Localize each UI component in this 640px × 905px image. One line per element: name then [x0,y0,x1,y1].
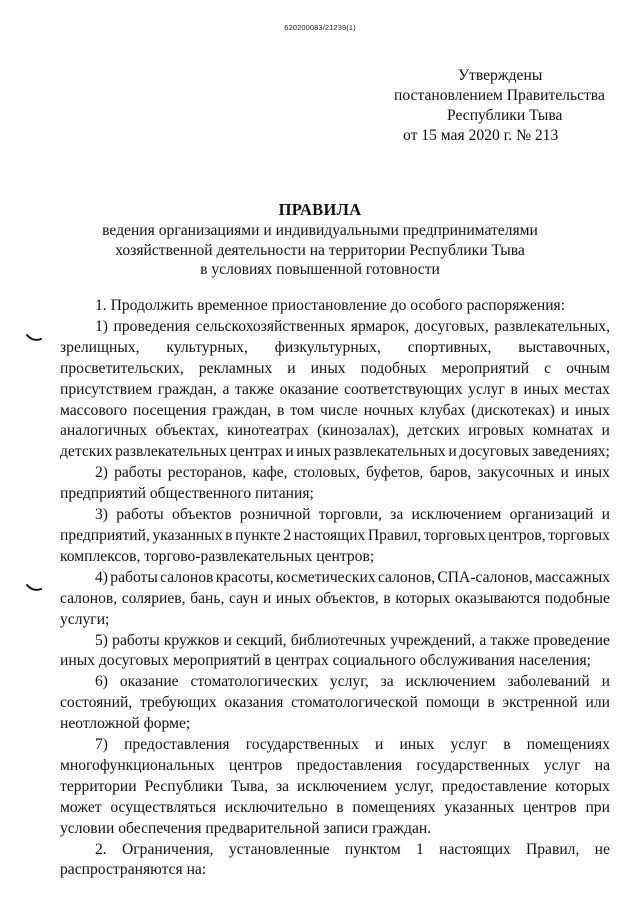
margin-mark-icon [26,583,42,593]
word: салонов, [60,589,118,607]
word: за [380,673,394,691]
word: том [290,401,315,419]
word: Правил, [526,840,580,858]
justified-line [60,401,610,422]
paragraph-last-line: услуги; [60,610,110,628]
word: сельскохозяйственных [195,317,346,335]
item-3 [60,505,610,568]
word: очным [566,359,610,377]
word: 1) [95,317,108,335]
word: развлекательных [115,443,227,461]
document-subtitle [0,221,640,280]
approval-line-2: постановлением Правительства [394,87,605,104]
item-4 [60,568,610,631]
word: осуществляться [110,798,217,816]
word: исключением [405,673,496,691]
word: также [490,631,530,649]
word: массового [60,401,128,419]
paragraph-last-line: неотложной форме; [60,715,191,733]
word: иных [296,443,332,461]
justified-line [60,442,610,463]
word: клубах [419,401,466,419]
word: и [262,589,272,607]
word: настоящих [293,526,366,544]
word: 7) [95,736,108,754]
word: Тыва, [230,777,268,795]
word: 2 [283,526,292,544]
word: а [222,380,230,398]
word: указанных [152,526,223,544]
word: СПА-салонов, [437,568,533,586]
approval-line-3: Республики Тыва [447,107,563,124]
word: многофункциональных [60,756,215,774]
word: и [560,464,569,482]
subtitle-line-3: в условиях повышенной готовности [200,261,440,278]
word: оказания [224,694,284,712]
word: торговых [548,526,610,544]
word: и [601,506,610,524]
word: работы [116,506,164,524]
word: услуг [468,380,505,398]
item-2 [60,463,610,505]
word: культурных, [166,338,248,356]
word: иных [523,380,559,398]
word: баров, [429,464,472,482]
word: закусочных [477,464,555,482]
word: установленные [228,840,330,858]
word: 2) [95,464,108,482]
paragraph-last-line: комплексов, торгово-развлекательных центров; [60,547,375,565]
word: саун [228,589,259,607]
justified-line [60,756,610,777]
word: торговли, [318,506,382,524]
subtitle-line-2: хозяйственной деятельности на территории Республики Тыва [115,241,525,259]
justified-line [60,317,610,338]
item-7 [60,735,610,840]
word: пунктом [344,840,401,858]
word: предоставления [124,736,230,754]
word: работы [110,568,158,586]
word: в [336,798,344,816]
word: физкультурных, [274,338,381,356]
word: и [560,401,570,419]
word: оказание [119,673,179,691]
word: детских [407,422,460,440]
word: проведение [533,631,610,649]
word: подобные [544,589,610,607]
justified-line [60,463,610,484]
word: за [390,506,404,524]
word: посещения [133,401,207,419]
justified-line [60,672,610,693]
word: 5) [95,631,108,649]
word: работы [114,464,162,482]
word: за [275,777,290,795]
word: ярмарок, [350,317,410,335]
word: развлекательных [333,443,446,461]
word: объектов [172,506,232,524]
word: предоставление [441,777,548,795]
word: территории [60,777,137,795]
word: подобных [360,359,427,377]
justified-line [60,840,610,861]
word: в [487,694,495,712]
word: стоматологической [291,694,418,712]
word: оказание [279,380,339,398]
word: и [223,631,232,649]
word: зрелищных, [60,338,140,356]
word: 3) [95,506,108,524]
justified-line [60,568,610,589]
word: досуговых [459,443,530,461]
word: мероприятий [441,359,530,377]
word: не [594,840,610,858]
word: секций, [236,631,287,649]
word: кружков [163,631,220,649]
word: которых [555,777,610,795]
word: 6) [95,673,108,691]
word: стоматологических [190,673,319,691]
word: требующих [139,694,217,712]
word: игровых [468,422,525,440]
word: услуг [450,736,488,754]
word: проведения [113,317,191,335]
word: услуг, [394,777,434,795]
word: библиотечных [290,631,387,649]
paragraph-last-line: иных досуговых мероприятий в центрах социального обслуживания населения; [60,652,591,670]
paragraph-1-intro: 1. Продолжить временное приостановление до особого распоряжения: [95,297,566,314]
word: (кинозалах), [317,422,400,440]
word: выставочных, [518,338,610,356]
justified-line [60,380,610,401]
word: в [225,526,233,544]
justified-line [60,526,610,547]
word: состояний, [60,694,133,712]
word: соляриев, [121,589,186,607]
subtitle-line-1: ведения организациями и индивидуальными предпринимателями [102,222,538,239]
justified-line [60,798,610,819]
word: местах [564,380,610,398]
word: которых [395,589,451,607]
word: предприятий, [60,526,150,544]
paragraph-2 [60,840,610,882]
word: кафе, [252,464,288,482]
justified-line [60,505,610,526]
word: учреждений, [390,631,476,649]
word: 1 [416,840,424,858]
document-body [60,296,610,881]
paragraph-last-line: предприятий общественного питания; [60,485,314,503]
word: в [510,380,518,398]
word: помощи [425,694,480,712]
word: и [375,736,384,754]
word: кинотеатрах [227,422,309,440]
justified-line [60,589,610,610]
word: услуг [543,756,581,774]
word: и [287,359,296,377]
word: государственных [416,756,530,774]
word: развлекательных, [494,317,610,335]
justified-line [60,735,610,756]
word: иных [574,401,610,419]
word: заболеваний [507,673,590,691]
justified-line [60,777,610,798]
word: может [60,798,102,816]
item-1 [60,317,610,463]
approval-line-4: от 15 мая 2020 г. № 213 [403,127,559,144]
word: детских [60,443,113,461]
word: заведениях; [531,443,610,461]
word: также [235,380,275,398]
word: ночных [363,401,414,419]
word: столовых, [293,464,360,482]
word: в [383,589,391,607]
word: (дискотеках) [471,401,555,419]
word: 4) [95,568,108,586]
word: центров [228,756,283,774]
word: соответствующих [344,380,463,398]
justified-line [60,631,610,652]
word: иных [399,736,435,754]
word: иных [574,464,610,482]
word: исключением [411,506,502,524]
word: и [285,443,294,461]
approval-line-1: Утверждены [458,67,543,84]
word: помещениях [526,736,610,754]
word: Республики [144,777,223,795]
word: граждан, [157,380,217,398]
item-6 [60,672,610,735]
word: Правил, [367,526,422,544]
word: объектах, [155,422,219,440]
word: салонов [160,568,214,586]
word: и [601,673,610,691]
word: или [585,694,610,712]
word: иных [275,589,311,607]
justified-line [60,359,610,380]
word: центров [523,798,577,816]
document-title: ПРАВИЛА [278,200,362,219]
word: граждан, [212,401,272,419]
word: рекламных [198,359,273,377]
word: присутствием [60,380,153,398]
word: бань, [190,589,225,607]
word: досуговых, [414,317,489,335]
word: помещениях [352,798,436,816]
word: розничной [239,506,311,524]
approval-stamp [380,66,640,146]
word: в [503,736,511,754]
word: организаций [509,506,594,524]
word: комнатах [532,422,594,440]
word: массажных [534,568,610,586]
word: и [601,422,610,440]
word: а [479,631,487,649]
word: ресторанов, [167,464,247,482]
margin-mark-icon [26,333,42,343]
word: просветительских, [60,359,184,377]
item-5 [60,631,610,673]
word: исключительно [224,798,328,816]
word: с [544,359,552,377]
justified-line [60,421,610,442]
word: на [594,756,610,774]
word: экстренной [502,694,578,712]
word: аналогичных [60,422,148,440]
word: 2. [95,840,107,858]
word: пункте [235,526,281,544]
justified-line [60,338,610,359]
word: услуг, [329,673,369,691]
word: указанных [444,798,515,816]
word: объектов, [315,589,379,607]
word: иных [310,359,346,377]
word: исключением [297,777,387,795]
word: и [448,443,457,461]
paragraph-last-line: распространяются на: [60,861,207,879]
word: настоящих [439,840,511,858]
word: при [585,798,610,816]
word: оказываются [454,589,541,607]
word: косметических [276,568,376,586]
word: торговых [423,526,486,544]
word: салонов, [377,568,436,586]
word: государственных [245,736,359,754]
word: Ограничения, [121,840,214,858]
word: спортивных, [407,338,492,356]
word: числе [320,401,358,419]
word: красоты, [215,568,274,586]
paragraph-last-line: условии обеспечения предварительной записи граждан. [60,819,432,837]
word: работы [112,631,160,649]
justified-line [60,693,610,714]
document-id: 620200083/21239(1) [284,23,356,32]
word: центров, [488,526,546,544]
word: буфетов, [366,464,424,482]
word: предоставления [296,756,403,774]
word: центрах [229,443,283,461]
word: в [277,401,285,419]
